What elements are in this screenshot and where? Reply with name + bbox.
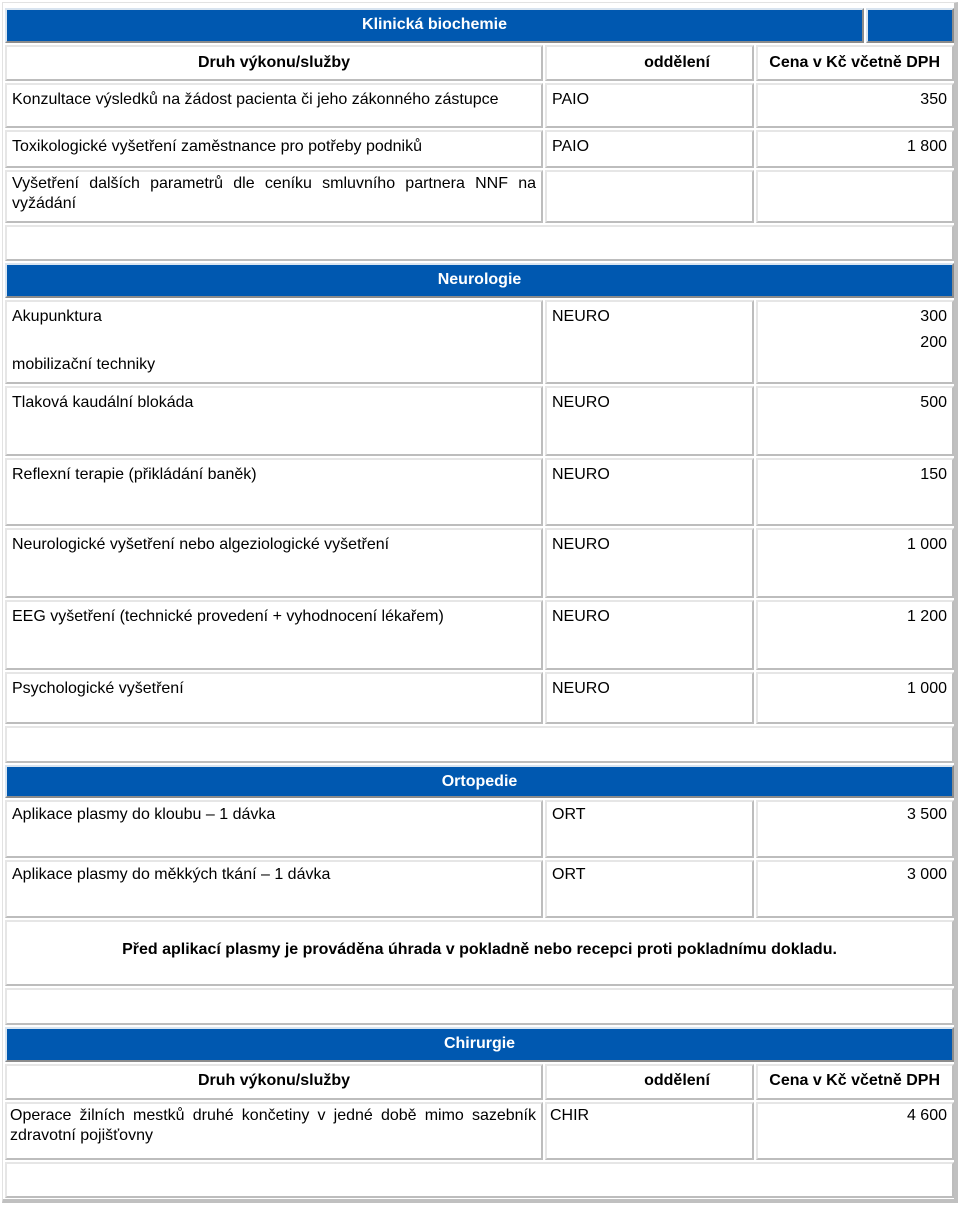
column-header-dept: oddělení	[545, 1064, 754, 1100]
table-row-service: EEG vyšetření (technické provedení + vyhodnocení lékařem)	[5, 600, 543, 670]
spacer-row	[5, 225, 954, 261]
table-row-dept: CHIR	[545, 1102, 754, 1160]
table-row-price: 300 200	[756, 300, 954, 384]
table-row-dept: NEURO	[545, 386, 754, 456]
table-row-dept: ORT	[545, 860, 754, 918]
column-header-dept: oddělení	[545, 45, 754, 81]
table-row-service: Toxikologické vyšetření zaměstnance pro potřeby podniků	[5, 130, 543, 168]
table-row-dept: NEURO	[545, 458, 754, 526]
table-row-dept: PAIO	[545, 83, 754, 128]
table-row-dept	[545, 170, 754, 223]
table-row-service: Vyšetření dalších parametrů dle ceníku smluvního partnera NNF na vyžádání	[5, 170, 543, 223]
spacer-row	[5, 726, 954, 763]
table-row-price: 3 500	[756, 800, 954, 858]
section-header-neurologie	[5, 263, 954, 298]
table-row-dept: PAIO	[545, 130, 754, 168]
table-row-price: 1 000	[756, 672, 954, 724]
column-header-service: Druh výkonu/služby	[5, 1064, 543, 1100]
table-row-service: Psychologické vyšetření	[5, 672, 543, 724]
table-row-dept: ORT	[545, 800, 754, 858]
table-row-price: 1 800	[756, 130, 954, 168]
column-header-price: Cena v Kč včetně DPH	[756, 45, 954, 81]
table-row-service: Tlaková kaudální blokáda	[5, 386, 543, 456]
section-header-ortopedie	[5, 765, 954, 798]
table-row-price: 1 200	[756, 600, 954, 670]
table-row-price: 3 000	[756, 860, 954, 918]
spacer-row	[5, 988, 954, 1025]
table-row-service: Operace žilních mestků druhé končetiny v jedné době mimo sazebník zdravotní pojišťovny	[5, 1102, 543, 1160]
section-header-biochemie	[5, 8, 864, 43]
table-row-dept: NEURO	[545, 600, 754, 670]
payment-note: Před aplikací plasmy je prováděna úhrada v pokladně nebo recepci proti pokladnímu dokladu.	[5, 920, 954, 986]
table-row-price: 150	[756, 458, 954, 526]
table-row-price: 500	[756, 386, 954, 456]
section-title: Ortopedie	[441, 773, 518, 790]
table-row-dept: NEURO	[545, 672, 754, 724]
section-title: Klinická biochemie	[362, 16, 507, 33]
table-row-service: Konzultace výsledků na žádost pacienta či jeho zákonného zástupce	[5, 83, 543, 128]
section-header-biochemie-side	[866, 8, 954, 43]
table-row-service: Neurologické vyšetření nebo algeziologické vyšetření	[5, 528, 543, 598]
table-row-dept: NEURO	[545, 300, 754, 384]
table-row-price: 1 000	[756, 528, 954, 598]
table-row-service: Aplikace plasmy do kloubu – 1 dávka	[5, 800, 543, 858]
table-row-price: 4 600	[756, 1102, 954, 1160]
spacer-row	[5, 1162, 954, 1198]
section-title: Chirurgie	[443, 1035, 516, 1052]
section-header-chirurgie	[5, 1027, 954, 1062]
table-row-service: Reflexní terapie (přikládání baněk)	[5, 458, 543, 526]
table-row-price	[756, 170, 954, 223]
table-row-price: 350	[756, 83, 954, 128]
column-header-service: Druh výkonu/služby	[5, 45, 543, 81]
table-row-service: Aplikace plasmy do měkkých tkání – 1 dávka	[5, 860, 543, 918]
column-header-price: Cena v Kč včetně DPH	[756, 1064, 954, 1100]
table-row-service: Akupunktura mobilizační techniky	[5, 300, 543, 384]
section-title: Neurologie	[437, 271, 522, 288]
table-row-dept: NEURO	[545, 528, 754, 598]
